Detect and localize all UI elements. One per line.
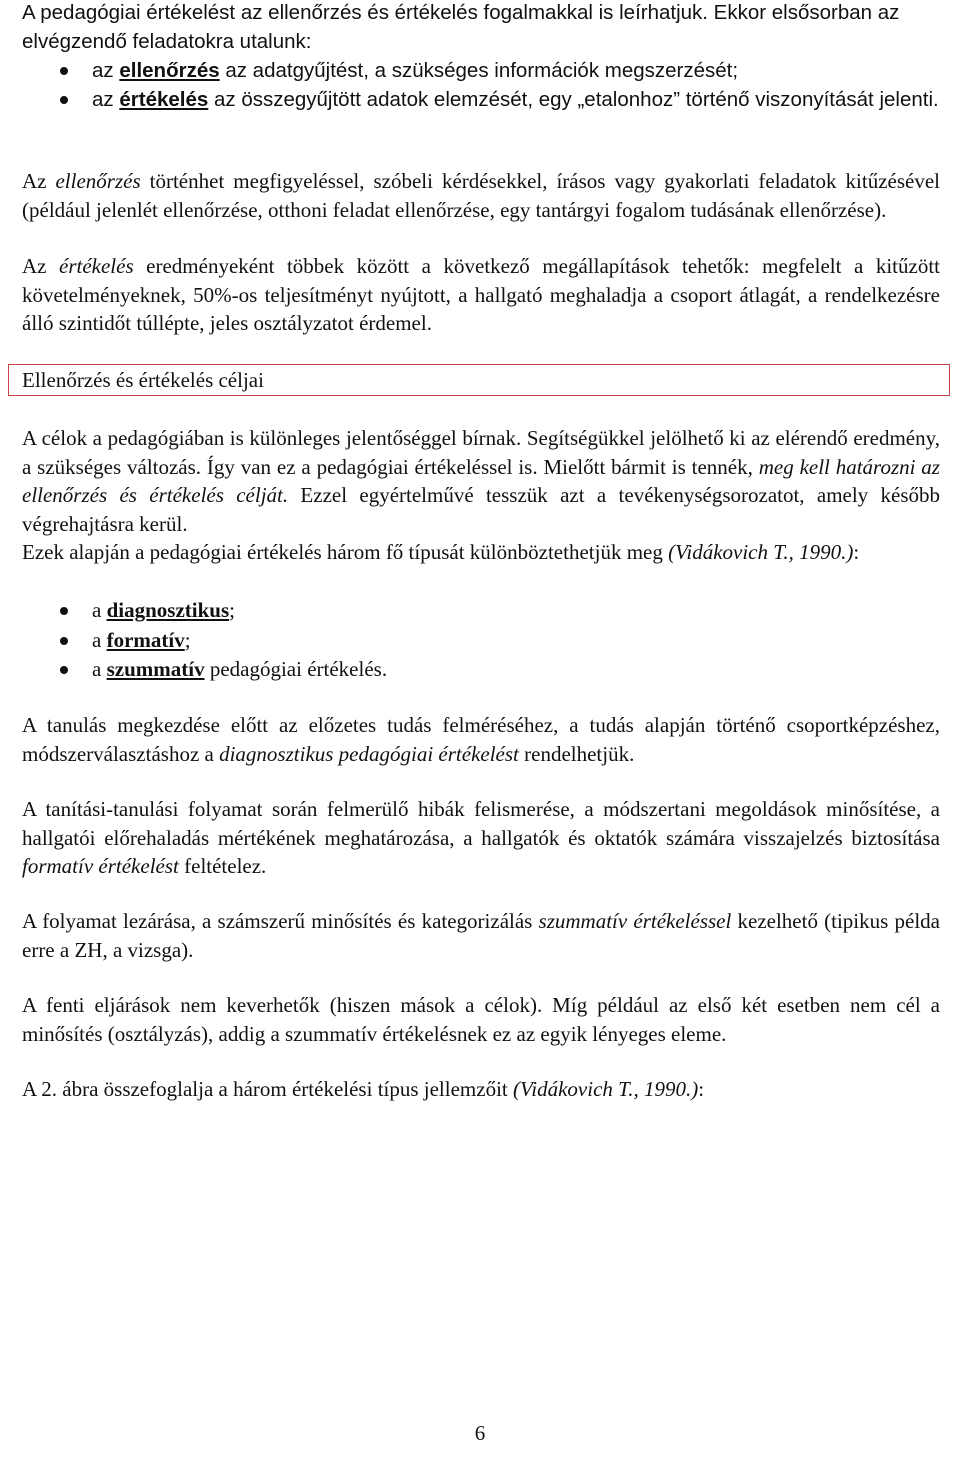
list-item: a szummatív pedagógiai értékelés. — [22, 655, 940, 685]
paragraph-abra: A 2. ábra összefoglalja a három értékelési típus jellemzőit (Vidákovich T., 1990.): — [22, 1077, 705, 1101]
section-heading-box — [8, 364, 950, 396]
paragraph-keverhetok: A fenti eljárások nem keverhetők (hiszen mások a célok). Míg például az első két esetben nem cél a minősítés (osztályzás), addig a szummatív értékelésnek ez az egyik lényeges eleme. — [22, 993, 940, 1046]
bullet-icon — [60, 607, 68, 615]
intro-bullet-list — [22, 56, 940, 114]
paragraph-ertekeles: Az értékelés eredményeként többek között a következő megállapítások tehetők: megfelelt a kitűzött követelményeknek, 50%-os teljesítményt nyújtott, a hallgató meghaladja a csoport átlagát, a rendelkezésre álló szintidőt túllépte, jeles osztályzatot érdemel. — [22, 254, 940, 335]
intro-section — [22, 0, 940, 114]
types-list — [22, 596, 940, 685]
bullet-icon — [60, 67, 68, 75]
list-item: a diagnosztikus; — [22, 596, 940, 626]
bullet-icon — [60, 96, 68, 104]
bullet-icon — [60, 666, 68, 674]
paragraph-diagnosztikus: A tanulás megkezdése előtt az előzetes tudás felméréséhez, a tudás alapján történő csoportképzéshez, módszerválasztáshoz a diagnosztikus pedagógiai értékelést rendelhetjük. — [22, 713, 940, 766]
paragraph-tipusok: Ezek alapján a pedagógiai értékelés három fő típusát különböztethetjük meg (Vidákovich T., 1990.): — [22, 540, 860, 564]
list-item: az értékelés az összegyűjtött adatok elemzését, egy „etalonhoz” történő viszonyítását jelenti. — [22, 85, 940, 114]
emphasis: szummatív értékeléssel — [538, 909, 732, 933]
term-formativ: formatív — [106, 627, 185, 652]
list-item: a formatív; — [22, 626, 940, 656]
term-diagnosztikus: diagnosztikus — [106, 598, 230, 622]
emphasis: diagnosztikus pedagógiai értékelést — [219, 741, 519, 766]
bullet-icon — [60, 637, 68, 645]
term-italic: értékelés — [59, 254, 134, 278]
citation: (Vidákovich T., 1990.) — [513, 1077, 699, 1101]
list-item: az ellenőrzés az adatgyűjtést, a szükséges információk megszerzését; — [22, 56, 940, 85]
paragraph-celok: A célok a pedagógiában is különleges jelentőséggel bírnak. Segítségükkel jelölhető ki az elérendő eredmény, a szükséges változás. Így van ez a pedagógiai értékeléssel is. Mielőtt bármit is tennék, meg kell határozni az ellenőrzés és értékelés célját. Ezzel egyértelművé tesszük azt a tevékenységsorozatot, amely később végrehajtásra kerül. — [22, 426, 940, 536]
intro-paragraph: A pedagógiai értékelést az ellenőrzés és értékelés fogalmakkal is leírhatjuk. Ekkor elsősorban az elvégzendő feladatokra utalunk: — [22, 1, 900, 53]
citation: (Vidákovich T., 1990.) — [668, 540, 854, 564]
page-number: 6 — [474, 1421, 486, 1445]
section-heading: Ellenőrzés és értékelés céljai — [22, 368, 264, 392]
paragraph-szummativ: A folyamat lezárása, a számszerű minősítés és kategorizálás szummatív értékeléssel kezelhető (tipikus példa erre a ZH, a vizsga). — [22, 909, 940, 962]
types-list-wrap — [22, 596, 940, 685]
term-szummativ: szummatív — [106, 657, 205, 681]
emphasis: formatív értékelést — [22, 854, 179, 878]
term-ertekeles: értékelés — [119, 88, 209, 111]
emphasis: meg kell határozni az ellenőrzés és értékelés célját. — [22, 454, 940, 507]
term-ellenorzes: ellenőrzés — [119, 59, 220, 82]
paragraph-formativ: A tanítási-tanulási folyamat során felmerülő hibák felismerése, a módszertani megoldások minősítése, a hallgatói előrehaladás mértékének meghatározása, a hallgatók és oktatók számára visszajelzés biztosítása formatív értékelést feltételez. — [22, 797, 940, 878]
paragraph-ellenorzes: Az ellenőrzés történhet megfigyeléssel, szóbeli kérdésekkel, írásos vagy gyakorlati feladatok kitűzésével (például jelenlét ellenőrzése, otthoni feladat ellenőrzése, egy tantárgyi fogalom tudásának ellenőrzése). — [22, 169, 940, 222]
term-italic: ellenőrzés — [55, 169, 141, 193]
